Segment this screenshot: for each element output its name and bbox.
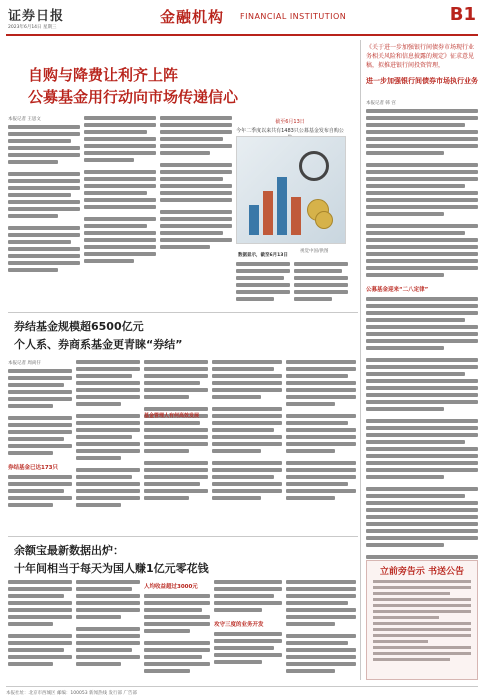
masthead: [0, 0, 484, 36]
lead-headline-2: 公募基金用行动向市场传递信心: [28, 88, 239, 106]
story3-subhead-a: 人均收益超过3000元: [144, 584, 198, 590]
story2-column-3: [144, 360, 208, 532]
story-divider: [8, 312, 358, 313]
notice-title: 立前旁告示 书送公告: [379, 567, 465, 577]
lead-column-3: [160, 116, 232, 306]
coin-icon: [315, 211, 333, 229]
photo-bar: [249, 205, 259, 235]
story-divider: [8, 536, 358, 537]
masthead-rule: [6, 34, 478, 36]
story2-column-2: [76, 360, 140, 532]
lead-column-2: [84, 116, 156, 306]
lead-byline: 本报记者 王思文: [8, 117, 41, 122]
story3-column-4: [214, 580, 282, 684]
issue-date: 2023年6月14日 星期三: [8, 25, 57, 30]
side-headline: 进一步加强银行间债券市场执行业务: [366, 77, 478, 85]
story2-byline: 本报记者 周尚仔: [8, 361, 41, 366]
lead-column-1: [8, 116, 80, 306]
side-quote: [366, 42, 478, 71]
notice-box: [366, 560, 478, 680]
side-quote-text: 《关于进一步加强银行间债券市场现行业务相关风险和信息披露的规定》征求意见稿，拟推进银行间投资管理，: [366, 44, 475, 69]
story2-column-5: [286, 360, 356, 532]
footer-rule: [6, 686, 478, 687]
lead-column-5: [294, 262, 348, 308]
quote-line-2: 今年二季度以来共有1483只公募基金发布自购公: [236, 128, 344, 134]
section-title-en: FINANCIAL INSTITUTION: [240, 12, 347, 21]
story2-subhead: 券结基金已达173只: [8, 465, 58, 471]
magnifier-icon: [299, 151, 329, 181]
story3-subhead-c: 攻守三度的业务开发: [214, 622, 264, 628]
story2-column-4: [212, 360, 282, 532]
story2-headline-2: 个人系、券商系基金更青睐“券结”: [14, 338, 183, 351]
story3-column-2: [76, 580, 140, 684]
quote-line-1: 截至6月13日: [275, 119, 305, 125]
section-title: 金融机构: [160, 8, 225, 26]
story3-headline-2: 十年间相当于每天为国人赚1亿元零花钱: [14, 562, 209, 575]
story3-column-5: [286, 580, 356, 684]
page-number: B1: [449, 4, 476, 25]
column-divider: [360, 40, 361, 680]
story3-column-1: [8, 580, 72, 684]
footer-text: 本报社址：北京市西城区 邮编：100053 新闻热线 发行部 广告部: [6, 691, 137, 696]
lead-column-4: [236, 262, 290, 308]
right-subhead: 公募基金迎来“二八定律”: [366, 287, 429, 293]
story2-headline-1: 券结基金规模超6500亿元: [14, 320, 144, 333]
right-column: [366, 100, 478, 640]
lead-headline-1: 自购与降费让利齐上阵: [28, 66, 179, 84]
story2-column-1: [8, 360, 72, 532]
story3-column-3: [144, 580, 210, 684]
story3-headline-1: 余额宝最新数据出炉：: [14, 544, 124, 557]
photo-label: 数据显示，截至6月13日: [238, 253, 288, 258]
photo-bar: [291, 197, 301, 235]
photo-bar: [263, 191, 273, 235]
lead-photo: [236, 136, 346, 244]
right-byline: 本报记者 韩 宫: [366, 101, 396, 106]
newspaper-logo: 证券日报: [8, 9, 65, 24]
photo-bar: [277, 177, 287, 235]
photo-caption: 视觉中国/供图: [300, 249, 329, 254]
story3-subhead-b: 基金管理人有何高效发展: [144, 413, 200, 419]
